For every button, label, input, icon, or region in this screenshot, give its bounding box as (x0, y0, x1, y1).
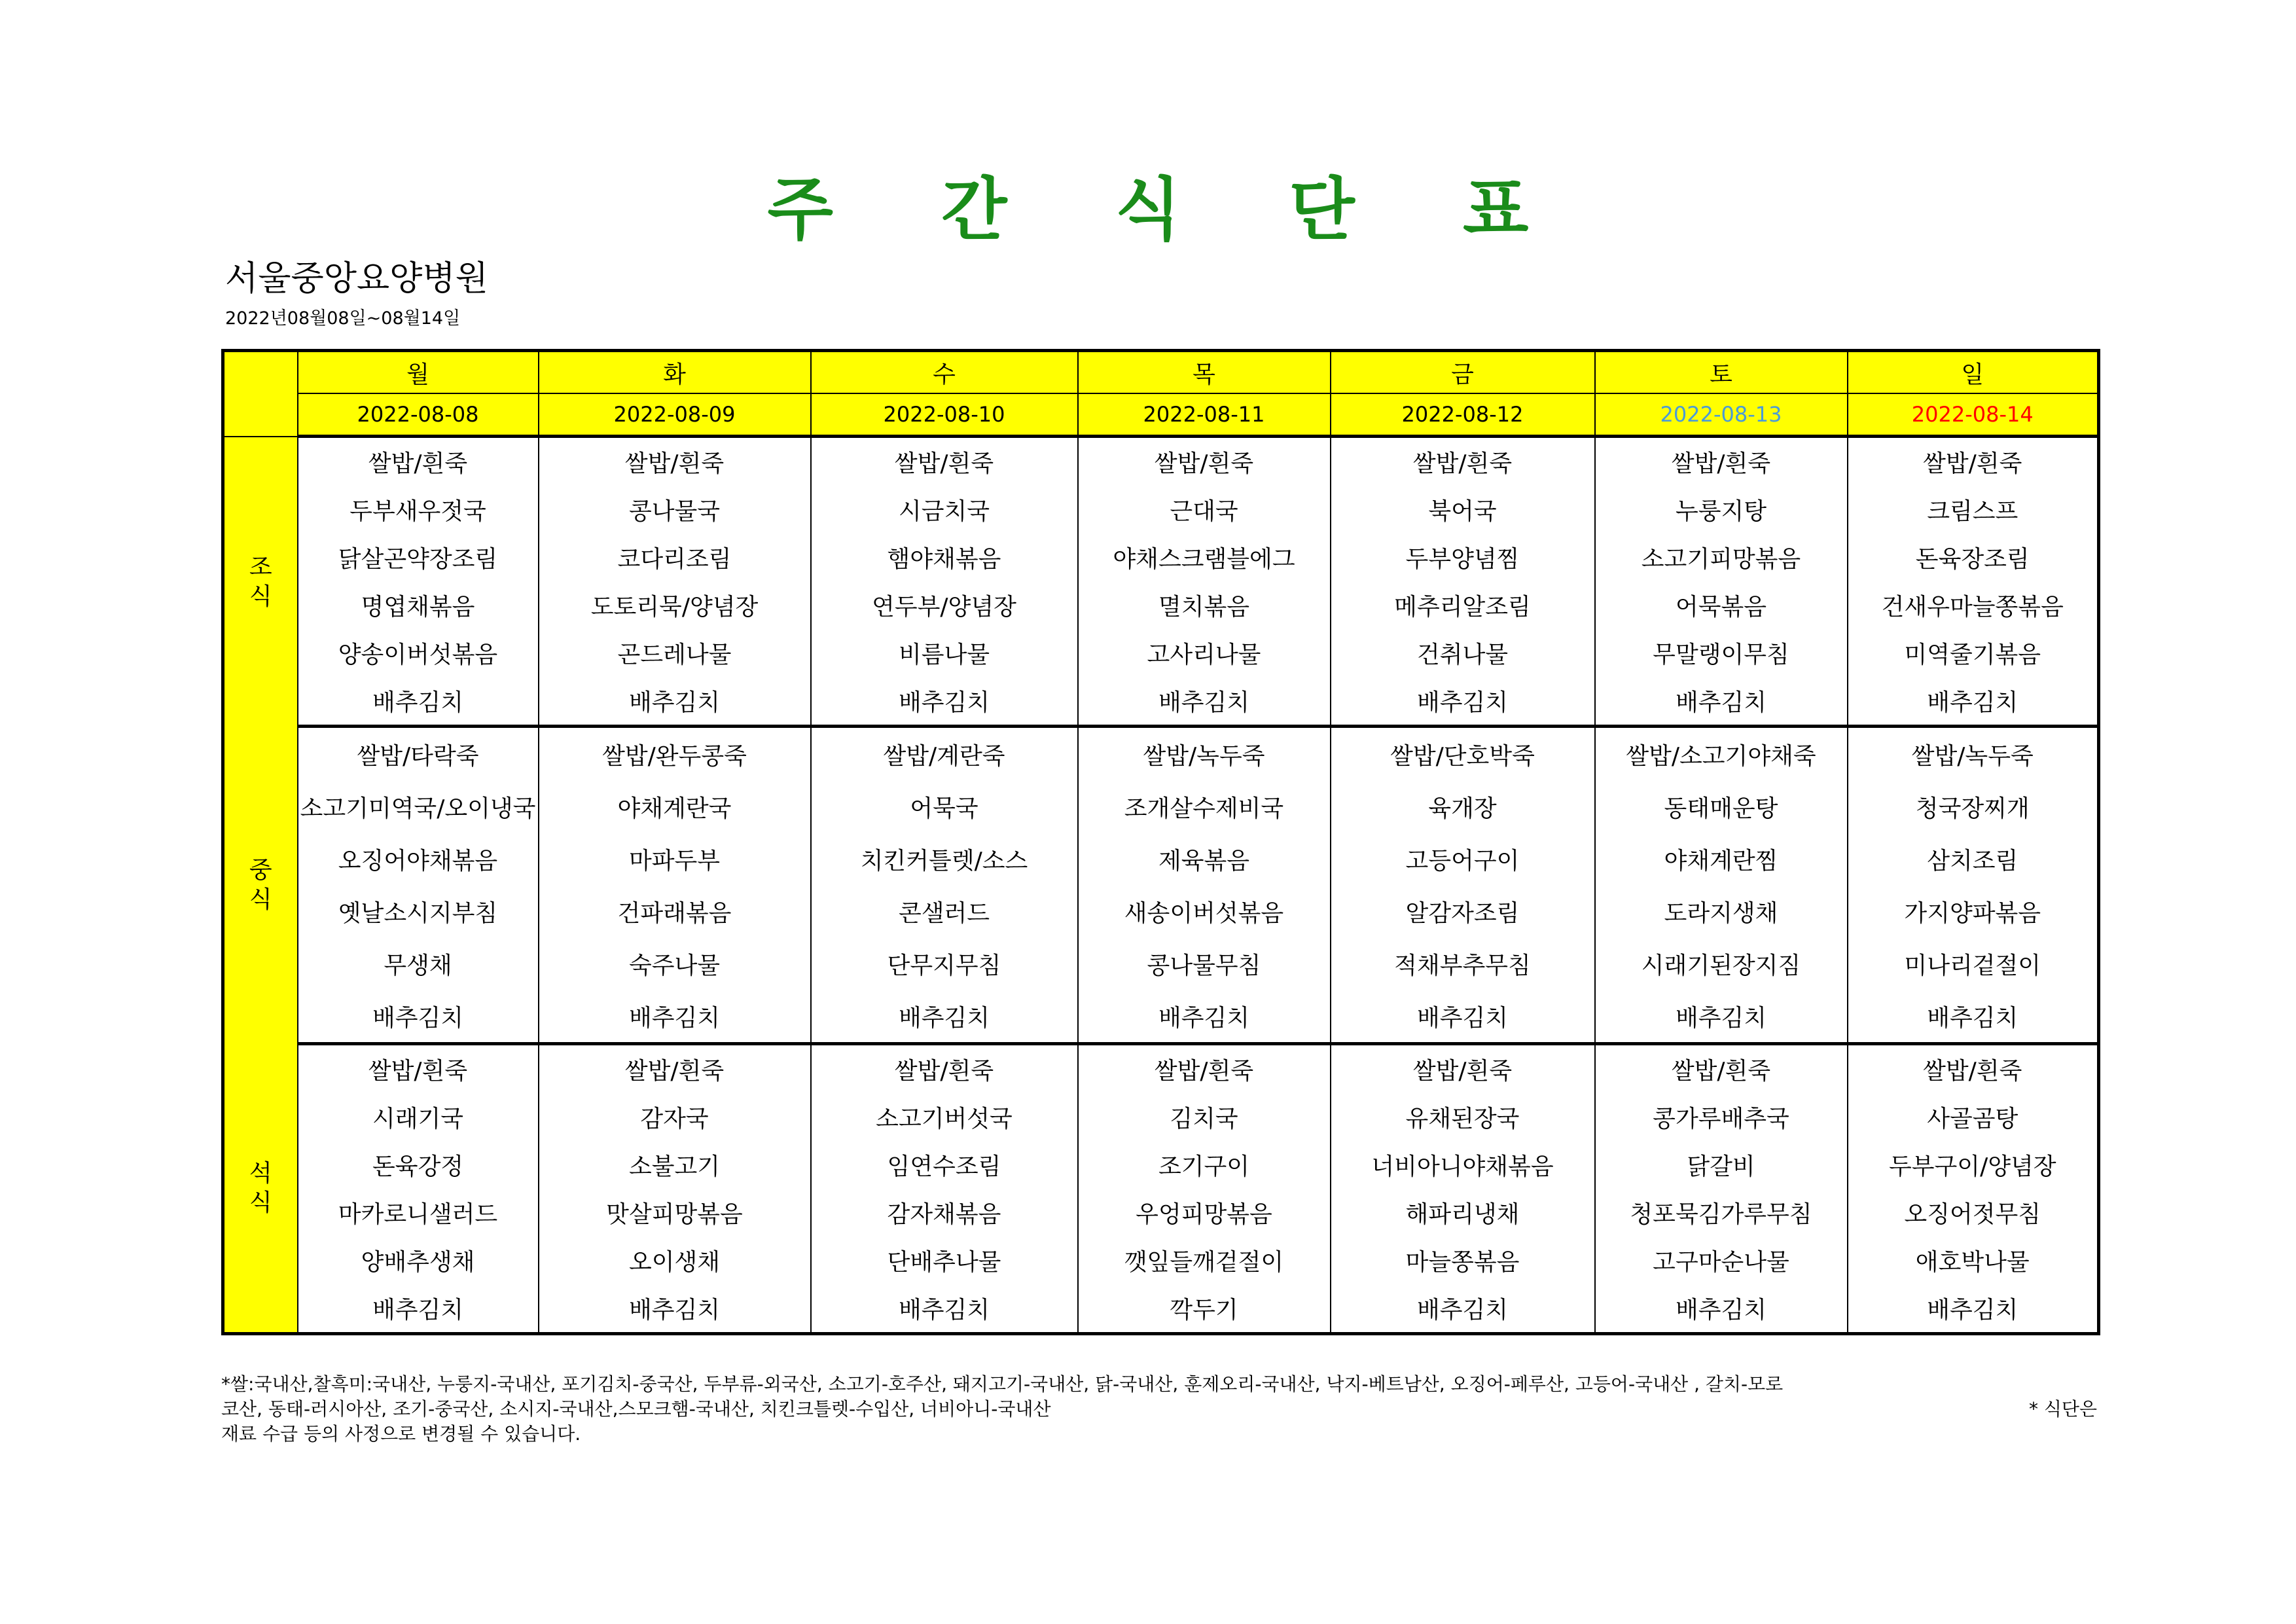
dinner-sun-dish: 오징어젓무침 (1848, 1189, 2099, 1236)
origin-note-line-1: *쌀:국내산,찰흑미:국내산, 누룽지-국내산, 포기김치-중국산, 두부류-외국산, 소고기-호주산, 돼지고기-국내산, 닭-국내산, 훈제오리-국내산, 낙지-베트남산, 오징어-페루산, 고등어-국내산 , 갈치-모로 (221, 1373, 1784, 1395)
dinner-tue-dish: 소불고기 (539, 1141, 811, 1189)
lunch-wed-dish: 치킨커틀렛/소스 (811, 833, 1078, 885)
corner-cell (223, 351, 298, 437)
dinner-mon-dish: 마카로니샐러드 (298, 1189, 539, 1236)
breakfast-tue-dish: 콩나물국 (539, 486, 811, 533)
dinner-sun-dish: 두부구이/양념장 (1848, 1141, 2099, 1189)
date-thu: 2022-08-11 (1078, 393, 1331, 437)
breakfast-fri-dish: 건취나물 (1331, 629, 1595, 677)
lunch-tue-dish: 건파래볶음 (539, 885, 811, 937)
weekday-sun: 일 (1848, 351, 2099, 394)
breakfast-tue-dish: 쌀밥/흰죽 (539, 437, 811, 486)
origin-note-line-2: 코산, 동태-러시아산, 조기-중국산, 소시지-국내산,스모크햄-국내산, 치킨크틀렛-수입산, 너비아니-국내산 (221, 1398, 1051, 1420)
lunch-tue-dish: 마파두부 (539, 833, 811, 885)
dinner-wed-dish: 임연수조림 (811, 1141, 1078, 1189)
weekday-mon: 월 (298, 351, 539, 394)
meal-rows (223, 437, 2099, 1334)
breakfast-sat-dish: 무말랭이무침 (1595, 629, 1848, 677)
lunch-mon-dish: 오징어야채볶음 (298, 833, 539, 885)
lunch-wed-dish: 콘샐러드 (811, 885, 1078, 937)
dinner-sat-dish: 쌀밥/흰죽 (1595, 1044, 1848, 1094)
dinner-fri-dish: 너비아니야채볶음 (1331, 1141, 1595, 1189)
weekday-sat: 토 (1595, 351, 1848, 394)
weekly-menu-table (221, 349, 2100, 1335)
dinner-tue-dish: 배추김치 (539, 1284, 811, 1334)
date-sun: 2022-08-14 (1848, 393, 2099, 437)
breakfast-mon-dish: 쌀밥/흰죽 (298, 437, 539, 486)
dinner-mon-dish: 시래기국 (298, 1093, 539, 1141)
breakfast-sun-dish: 건새우마늘쫑볶음 (1848, 581, 2099, 629)
breakfast-row (223, 486, 2099, 533)
lunch-thu-dish: 쌀밥/녹두죽 (1078, 727, 1331, 781)
lunch-mon-dish: 쌀밥/타락죽 (298, 727, 539, 781)
breakfast-thu-dish: 쌀밥/흰죽 (1078, 437, 1331, 486)
breakfast-row (223, 677, 2099, 727)
breakfast-fri-dish: 두부양념찜 (1331, 533, 1595, 581)
dinner-mon-dish: 배추김치 (298, 1284, 539, 1334)
dinner-thu-dish: 김치국 (1078, 1093, 1331, 1141)
dinner-sun-dish: 애호박나물 (1848, 1236, 2099, 1284)
date-wed: 2022-08-10 (811, 393, 1078, 437)
breakfast-sun-dish: 돈육장조림 (1848, 533, 2099, 581)
lunch-fri-dish: 육개장 (1331, 780, 1595, 833)
page-title: 주 간 식 단 표 (767, 170, 1571, 249)
breakfast-mon-dish: 닭살곤약장조림 (298, 533, 539, 581)
dinner-mon-dish: 쌀밥/흰죽 (298, 1044, 539, 1094)
lunch-row (223, 727, 2099, 781)
breakfast-row (223, 437, 2099, 486)
breakfast-sat-dish: 어묵볶음 (1595, 581, 1848, 629)
lunch-thu-dish: 새송이버섯볶음 (1078, 885, 1331, 937)
dinner-fri-dish: 유채된장국 (1331, 1093, 1595, 1141)
dinner-sun-dish: 쌀밥/흰죽 (1848, 1044, 2099, 1094)
lunch-mon-dish: 옛날소시지부침 (298, 885, 539, 937)
dinner-tue-dish: 오이생채 (539, 1236, 811, 1284)
origin-notes (221, 1372, 2097, 1447)
dinner-label: 석 식 (223, 1044, 298, 1334)
breakfast-tue-dish: 배추김치 (539, 677, 811, 727)
lunch-thu-dish: 배추김치 (1078, 990, 1331, 1044)
dinner-mon-dish: 양배추생채 (298, 1236, 539, 1284)
change-notice-start: * 식단은 (2028, 1398, 2097, 1420)
date-sat: 2022-08-13 (1595, 393, 1848, 437)
dinner-row (223, 1189, 2099, 1236)
weekday-header-row (223, 351, 2099, 394)
lunch-tue-dish: 배추김치 (539, 990, 811, 1044)
weekday-fri: 금 (1331, 351, 1595, 394)
lunch-sun-dish: 가지양파볶음 (1848, 885, 2099, 937)
lunch-tue-dish: 야채계란국 (539, 780, 811, 833)
dinner-row (223, 1141, 2099, 1189)
dinner-mon-dish: 돈육강정 (298, 1141, 539, 1189)
lunch-mon-dish: 소고기미역국/오이냉국 (298, 780, 539, 833)
lunch-mon-dish: 배추김치 (298, 990, 539, 1044)
lunch-sat-dish: 야채계란찜 (1595, 833, 1848, 885)
lunch-fri-dish: 배추김치 (1331, 990, 1595, 1044)
lunch-thu-dish: 제육볶음 (1078, 833, 1331, 885)
dinner-fri-dish: 쌀밥/흰죽 (1331, 1044, 1595, 1094)
lunch-thu-dish: 조개살수제비국 (1078, 780, 1331, 833)
breakfast-wed-dish: 햄야채볶음 (811, 533, 1078, 581)
lunch-sat-dish: 도라지생채 (1595, 885, 1848, 937)
dinner-fri-dish: 해파리냉채 (1331, 1189, 1595, 1236)
breakfast-wed-dish: 연두부/양념장 (811, 581, 1078, 629)
breakfast-sun-dish: 배추김치 (1848, 677, 2099, 727)
lunch-sun-dish: 청국장찌개 (1848, 780, 2099, 833)
date-fri: 2022-08-12 (1331, 393, 1595, 437)
breakfast-fri-dish: 북어국 (1331, 486, 1595, 533)
lunch-sat-dish: 시래기된장지짐 (1595, 937, 1848, 990)
breakfast-thu-dish: 멸치볶음 (1078, 581, 1331, 629)
date-tue: 2022-08-09 (539, 393, 811, 437)
dinner-sat-dish: 배추김치 (1595, 1284, 1848, 1334)
dinner-row (223, 1236, 2099, 1284)
breakfast-sun-dish: 크림스프 (1848, 486, 2099, 533)
menu-period: 2022년08월08일~08월14일 (225, 308, 461, 329)
breakfast-tue-dish: 코다리조림 (539, 533, 811, 581)
lunch-row (223, 780, 2099, 833)
breakfast-mon-dish: 두부새우젓국 (298, 486, 539, 533)
breakfast-thu-dish: 배추김치 (1078, 677, 1331, 727)
breakfast-fri-dish: 배추김치 (1331, 677, 1595, 727)
dinner-fri-dish: 배추김치 (1331, 1284, 1595, 1334)
breakfast-sat-dish: 소고기피망볶음 (1595, 533, 1848, 581)
dinner-row (223, 1044, 2099, 1094)
breakfast-sat-dish: 배추김치 (1595, 677, 1848, 727)
breakfast-wed-dish: 배추김치 (811, 677, 1078, 727)
weekday-thu: 목 (1078, 351, 1331, 394)
dinner-row (223, 1093, 2099, 1141)
dinner-wed-dish: 소고기버섯국 (811, 1093, 1078, 1141)
change-notice-line: 재료 수급 등의 사정으로 변경될 수 있습니다. (221, 1423, 581, 1445)
breakfast-thu-dish: 야채스크램블에그 (1078, 533, 1331, 581)
breakfast-mon-dish: 배추김치 (298, 677, 539, 727)
dinner-thu-dish: 쌀밥/흰죽 (1078, 1044, 1331, 1094)
lunch-wed-dish: 단무지무침 (811, 937, 1078, 990)
lunch-row (223, 990, 2099, 1044)
lunch-fri-dish: 쌀밥/단호박죽 (1331, 727, 1595, 781)
breakfast-thu-dish: 근대국 (1078, 486, 1331, 533)
dinner-sat-dish: 청포묵김가루무침 (1595, 1189, 1848, 1236)
lunch-sat-dish: 배추김치 (1595, 990, 1848, 1044)
dinner-sat-dish: 고구마순나물 (1595, 1236, 1848, 1284)
breakfast-wed-dish: 시금치국 (811, 486, 1078, 533)
dinner-wed-dish: 감자채볶음 (811, 1189, 1078, 1236)
lunch-fri-dish: 적채부추무침 (1331, 937, 1595, 990)
breakfast-row (223, 629, 2099, 677)
breakfast-fri-dish: 메추리알조림 (1331, 581, 1595, 629)
breakfast-wed-dish: 비름나물 (811, 629, 1078, 677)
dinner-row (223, 1284, 2099, 1334)
lunch-sat-dish: 동태매운탕 (1595, 780, 1848, 833)
lunch-fri-dish: 고등어구이 (1331, 833, 1595, 885)
breakfast-tue-dish: 도토리묵/양념장 (539, 581, 811, 629)
breakfast-sat-dish: 누룽지탕 (1595, 486, 1848, 533)
breakfast-row (223, 581, 2099, 629)
lunch-sun-dish: 삼치조림 (1848, 833, 2099, 885)
dinner-sat-dish: 닭갈비 (1595, 1141, 1848, 1189)
dinner-sun-dish: 사골곰탕 (1848, 1093, 2099, 1141)
breakfast-sun-dish: 미역줄기볶음 (1848, 629, 2099, 677)
dinner-wed-dish: 쌀밥/흰죽 (811, 1044, 1078, 1094)
lunch-sat-dish: 쌀밥/소고기야채죽 (1595, 727, 1848, 781)
breakfast-sat-dish: 쌀밥/흰죽 (1595, 437, 1848, 486)
breakfast-sun-dish: 쌀밥/흰죽 (1848, 437, 2099, 486)
dinner-fri-dish: 마늘쫑볶음 (1331, 1236, 1595, 1284)
lunch-row (223, 885, 2099, 937)
lunch-sun-dish: 배추김치 (1848, 990, 2099, 1044)
lunch-sun-dish: 미나리겉절이 (1848, 937, 2099, 990)
dinner-thu-dish: 깻잎들깨겉절이 (1078, 1236, 1331, 1284)
lunch-wed-dish: 배추김치 (811, 990, 1078, 1044)
dinner-thu-dish: 우엉피망볶음 (1078, 1189, 1331, 1236)
dinner-wed-dish: 단배추나물 (811, 1236, 1078, 1284)
lunch-thu-dish: 콩나물무침 (1078, 937, 1331, 990)
lunch-wed-dish: 쌀밥/계란죽 (811, 727, 1078, 781)
weekday-tue: 화 (539, 351, 811, 394)
breakfast-mon-dish: 양송이버섯볶음 (298, 629, 539, 677)
lunch-wed-dish: 어묵국 (811, 780, 1078, 833)
dinner-sun-dish: 배추김치 (1848, 1284, 2099, 1334)
lunch-row (223, 833, 2099, 885)
breakfast-mon-dish: 명엽채볶음 (298, 581, 539, 629)
lunch-mon-dish: 무생채 (298, 937, 539, 990)
dinner-tue-dish: 감자국 (539, 1093, 811, 1141)
lunch-sun-dish: 쌀밥/녹두죽 (1848, 727, 2099, 781)
dinner-tue-dish: 맛살피망볶음 (539, 1189, 811, 1236)
breakfast-tue-dish: 곤드레나물 (539, 629, 811, 677)
breakfast-fri-dish: 쌀밥/흰죽 (1331, 437, 1595, 486)
breakfast-row (223, 533, 2099, 581)
hospital-name: 서울중앙요양병원 (225, 259, 488, 298)
dinner-thu-dish: 조기구이 (1078, 1141, 1331, 1189)
dinner-sat-dish: 콩가루배추국 (1595, 1093, 1848, 1141)
lunch-label: 중 식 (223, 727, 298, 1044)
weekday-wed: 수 (811, 351, 1078, 394)
date-header-row (223, 393, 2099, 437)
breakfast-wed-dish: 쌀밥/흰죽 (811, 437, 1078, 486)
breakfast-label: 조 식 (223, 437, 298, 727)
dinner-wed-dish: 배추김치 (811, 1284, 1078, 1334)
dinner-thu-dish: 깍두기 (1078, 1284, 1331, 1334)
lunch-fri-dish: 알감자조림 (1331, 885, 1595, 937)
lunch-row (223, 937, 2099, 990)
date-mon: 2022-08-08 (298, 393, 539, 437)
breakfast-thu-dish: 고사리나물 (1078, 629, 1331, 677)
lunch-tue-dish: 쌀밥/완두콩죽 (539, 727, 811, 781)
lunch-tue-dish: 숙주나물 (539, 937, 811, 990)
dinner-tue-dish: 쌀밥/흰죽 (539, 1044, 811, 1094)
